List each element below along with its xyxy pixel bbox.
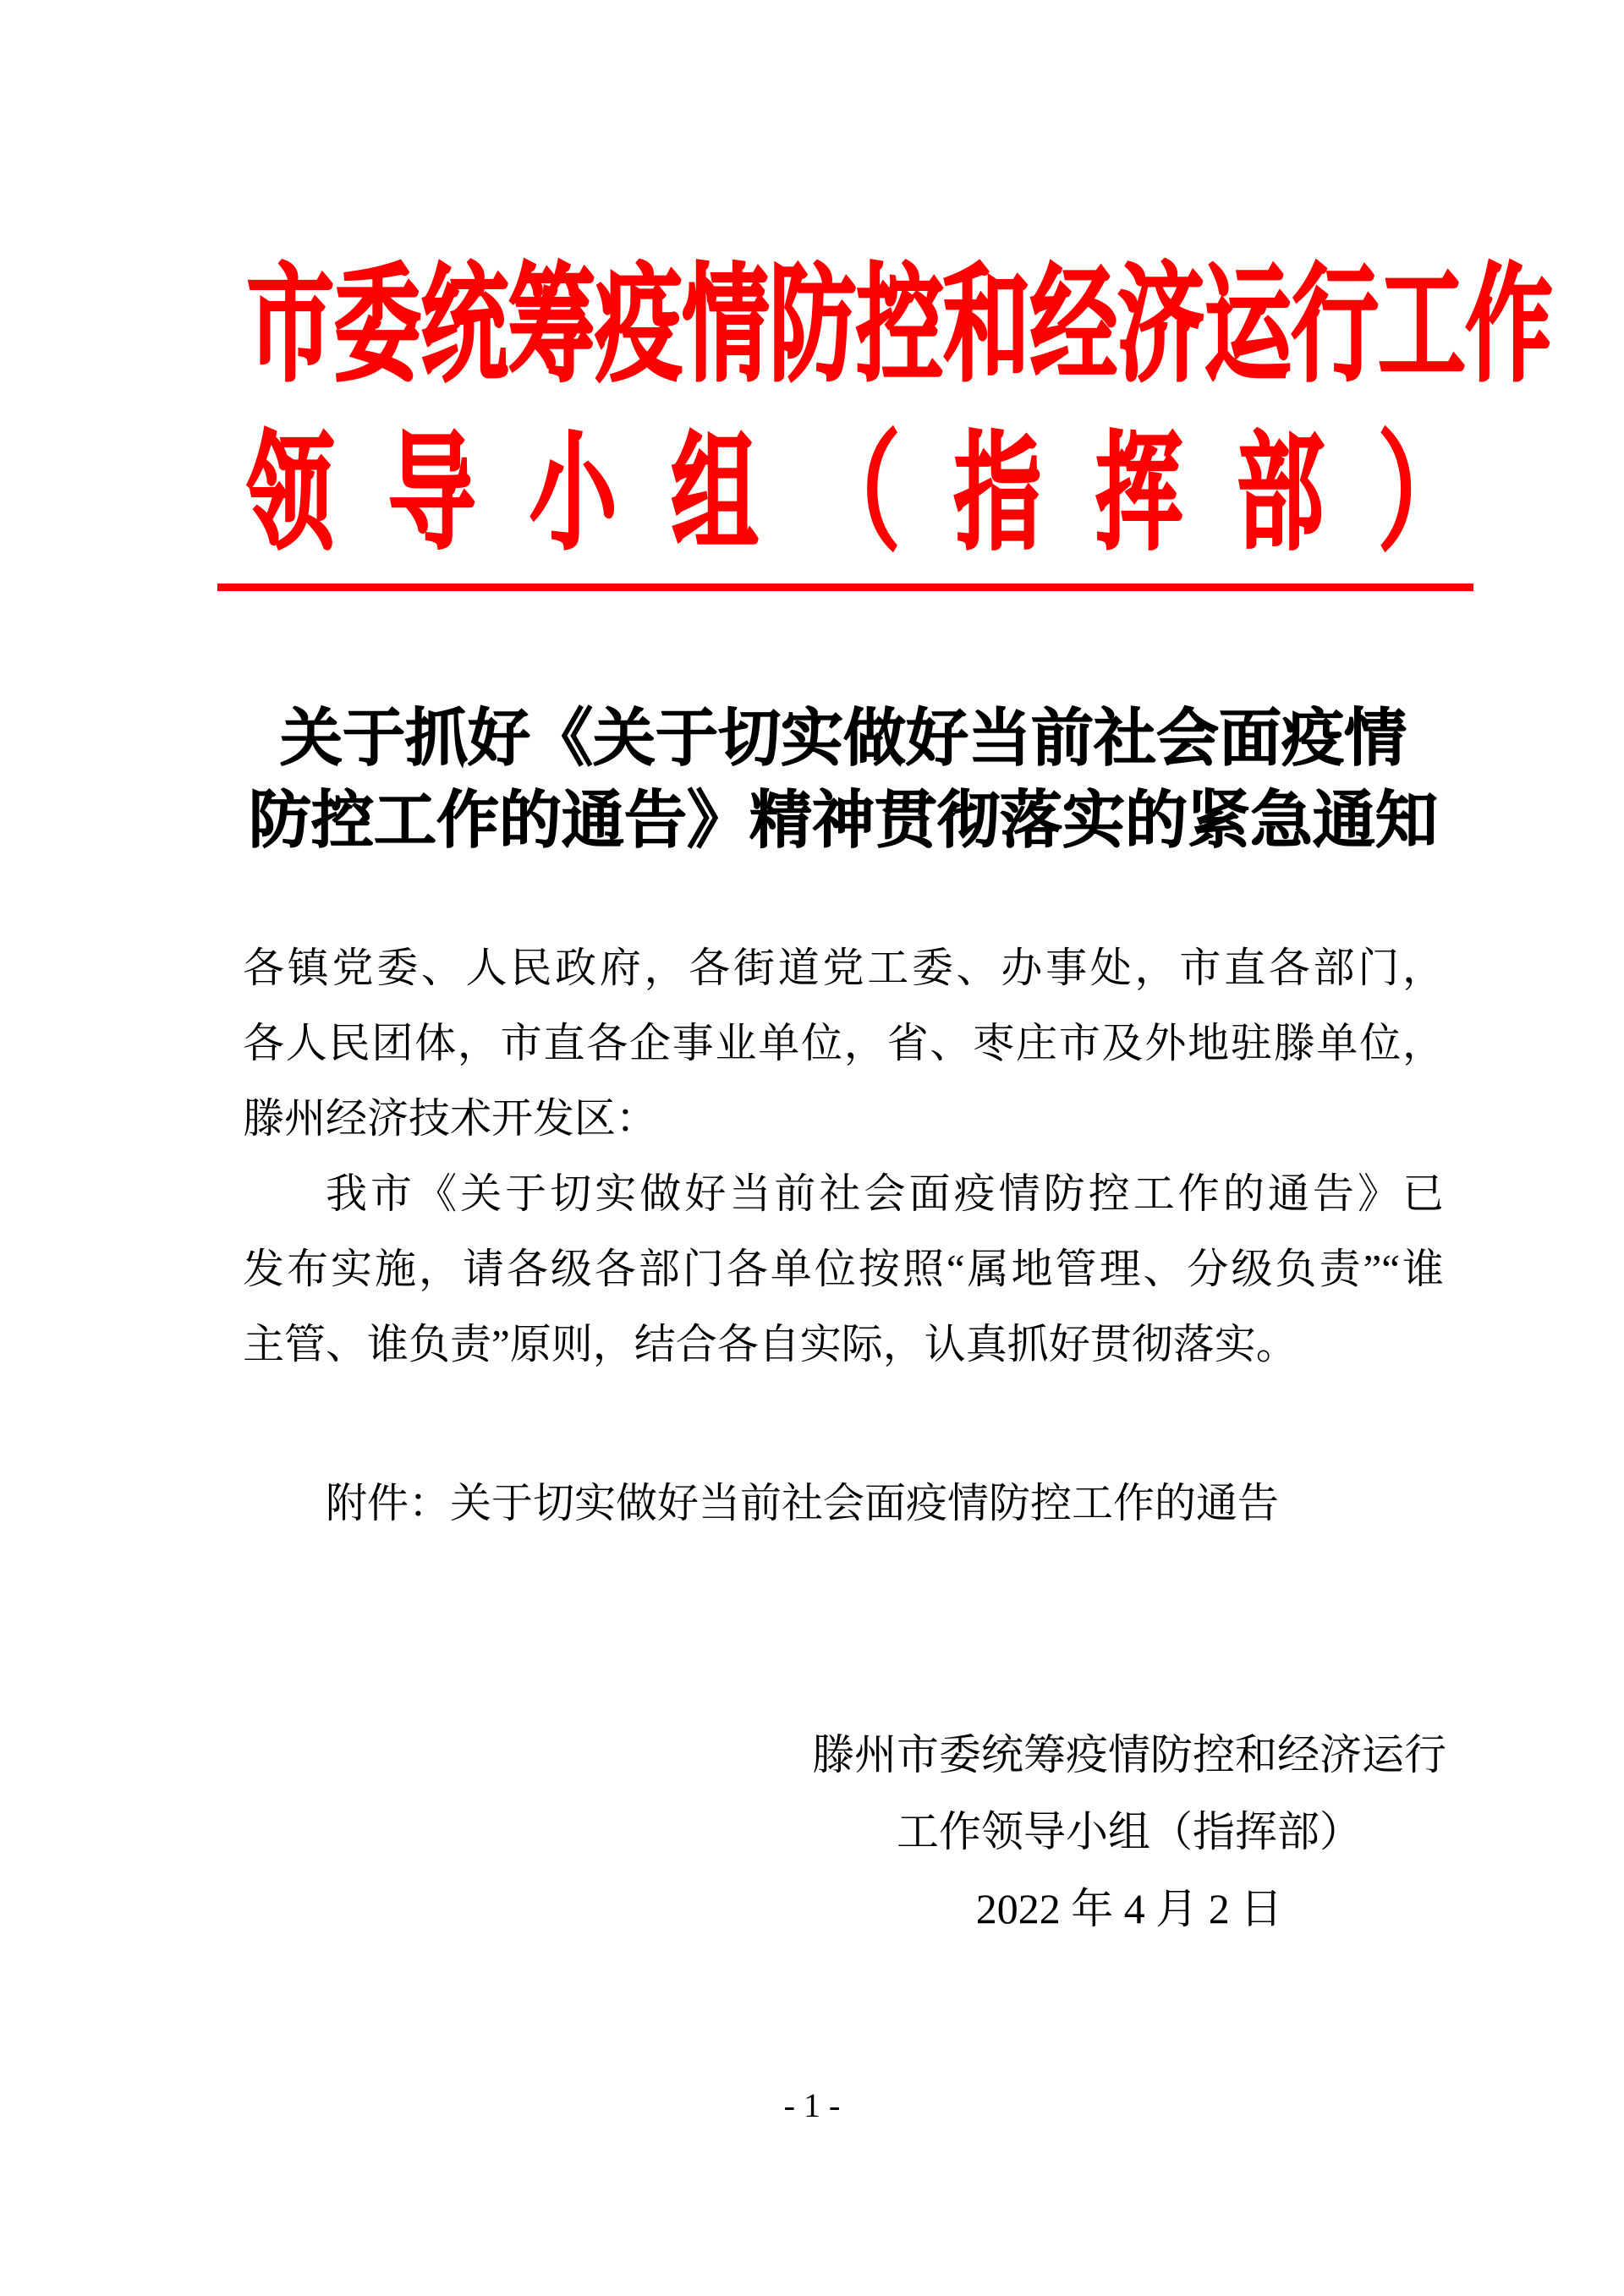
attachment-line: 附件：关于切实做好当前社会面疫情防控工作的通告: [326, 1480, 1280, 1526]
letterhead-char: 领: [247, 425, 334, 565]
recipients-line-1: 各镇党委、人民政府，各街道党工委、办事处，市直各部门，: [243, 945, 1444, 991]
recipients-line-3: 滕州经济技术开发区：: [243, 1095, 658, 1142]
document-title-line2: 防控工作的通告》精神贯彻落实的紧急通知: [249, 786, 1438, 856]
letterhead-org-line1: 市委统筹疫情防控和经济运行工作: [247, 256, 1553, 397]
letterhead-char: 小: [529, 425, 617, 565]
signature-org-line1: 滕州市委统筹疫情防控和经济运行: [812, 1731, 1446, 1778]
page-number: - 1 -: [783, 2086, 841, 2124]
letterhead-divider-rule: [217, 584, 1473, 591]
red-letterhead: [247, 243, 1553, 579]
letterhead-org-line2: [247, 411, 1466, 579]
body-paragraph-line-1: 我市《关于切实做好当前社会面疫情防控工作的通告》已: [326, 1170, 1444, 1217]
letterhead-char: 组: [671, 425, 759, 565]
signature-org-line2: 工作领导小组（指挥部）: [897, 1808, 1362, 1855]
letterhead-char: （: [812, 425, 900, 565]
recipients-line-2: 各人民团体，市直各企事业单位，省、枣庄市及外地驻滕单位，: [243, 1020, 1444, 1066]
body-paragraph-line-2: 发布实施，请各级各部门各单位按照“属地管理、分级负责”“谁: [243, 1246, 1444, 1292]
letterhead-char: 部: [1237, 425, 1325, 565]
letterhead-char: 挥: [1095, 425, 1183, 565]
document-title: [243, 699, 1444, 863]
document-title-line1: 关于抓好《关于切实做好当前社会面疫情: [280, 704, 1407, 774]
signature-block: [812, 1717, 1446, 1948]
document-body: [243, 930, 1444, 1382]
signature-date: 2022 年 4 月 2 日: [975, 1885, 1283, 1932]
letterhead-char: 指: [954, 425, 1041, 565]
body-paragraph-line-3: 主管、谁负责”原则，结合各自实际，认真抓好贯彻落实。: [243, 1321, 1298, 1367]
letterhead-char: ）: [1378, 425, 1466, 565]
letterhead-char: 导: [388, 425, 476, 565]
